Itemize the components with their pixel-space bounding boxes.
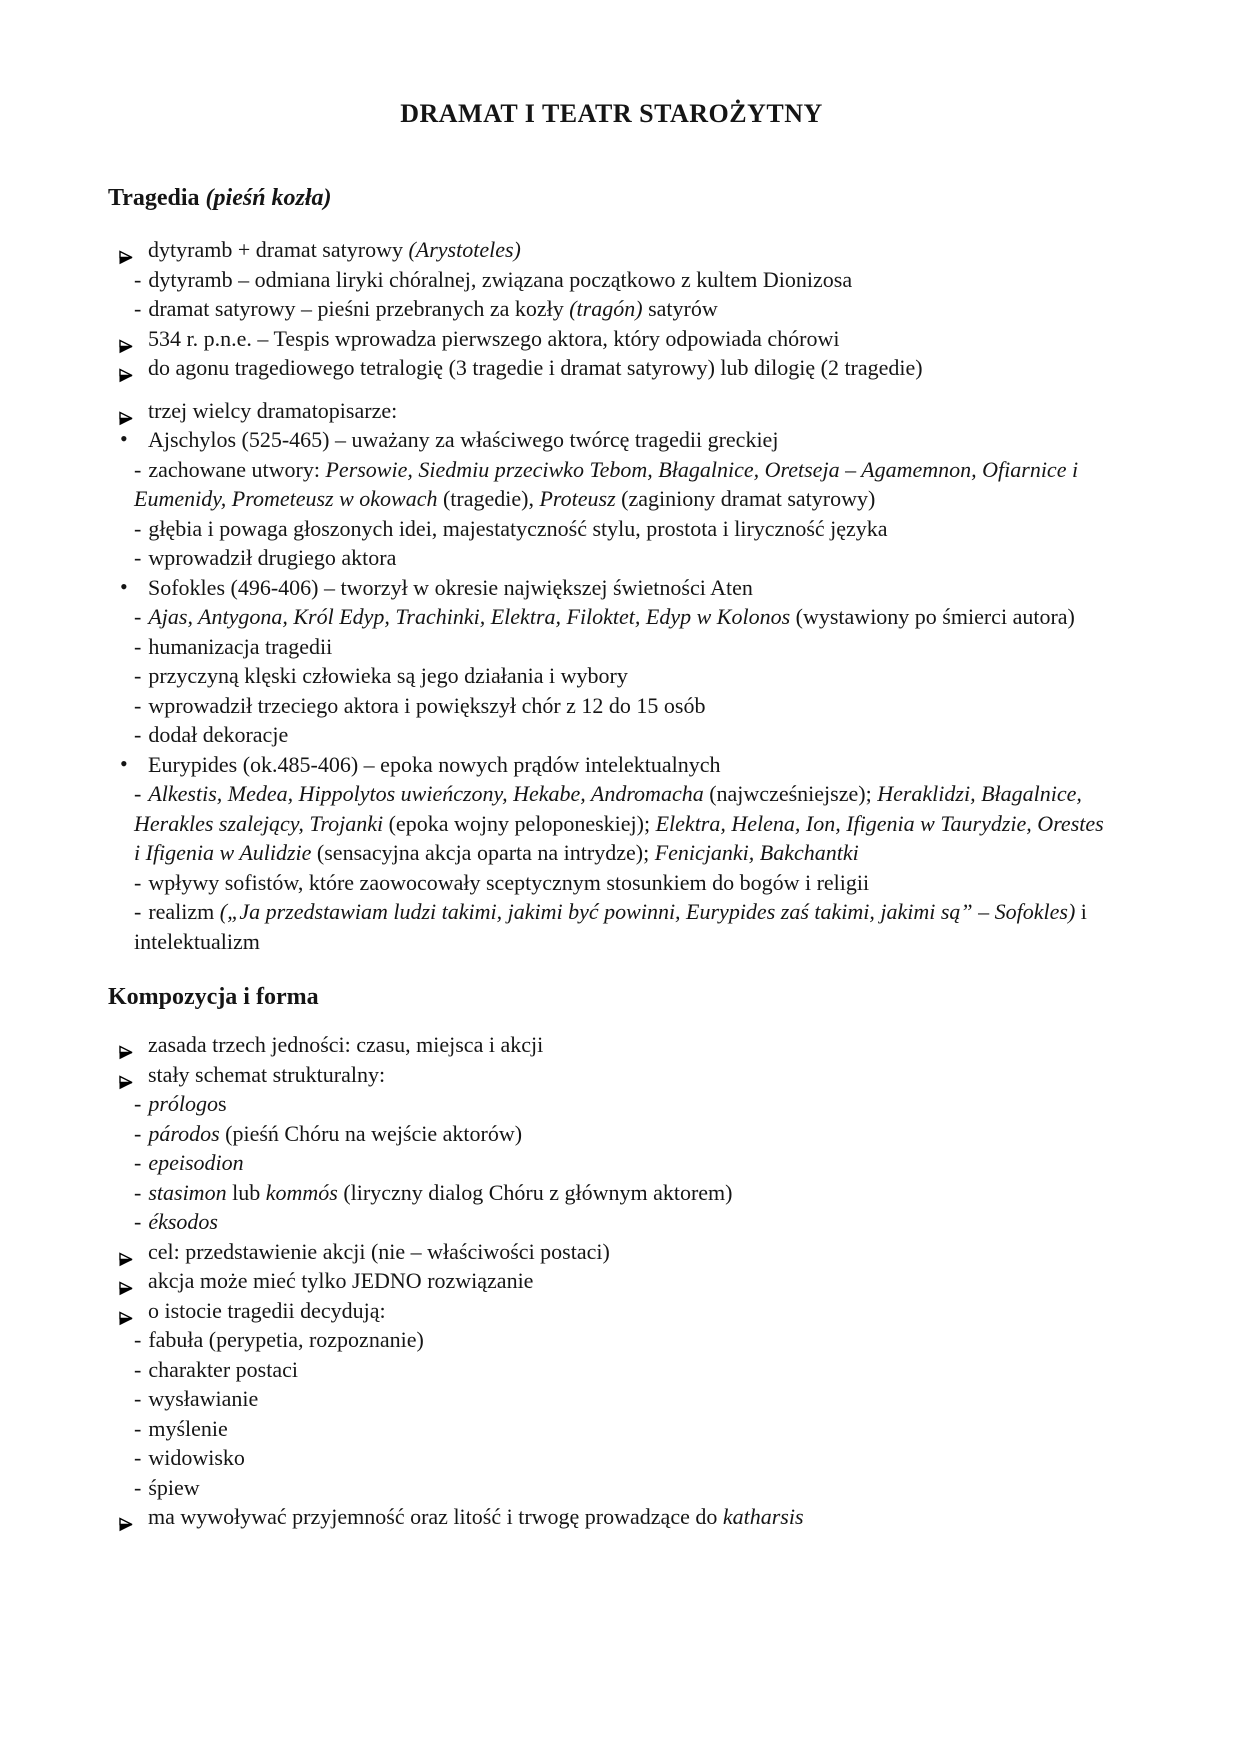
line-text: párodos (pieśń Chóru na wejście aktorów) — [148, 1120, 523, 1146]
arrow-list-item — [108, 324, 1115, 354]
line-text: wpływy sofistów, które zaowocowały sceptycznym stosunkiem do bogów i religii — [148, 869, 870, 895]
dash-list-item — [134, 868, 1115, 898]
arrow-bullet-icon — [118, 1245, 134, 1260]
dash-bullet-icon: - — [134, 1445, 142, 1470]
arrow-bullet-icon — [118, 1304, 134, 1319]
dot-bullet-icon: • — [120, 750, 128, 776]
dash-list-item — [134, 514, 1115, 544]
section-heading — [108, 183, 1115, 213]
dash-list-item — [134, 897, 1115, 956]
bullet-list-item — [108, 573, 1115, 603]
arrow-list-item — [108, 1030, 1115, 1060]
line-text: widowisko — [148, 1445, 245, 1470]
dash-list-item — [134, 265, 1115, 295]
arrow-bullet-icon — [118, 404, 134, 419]
arrow-bullet-icon — [118, 243, 134, 258]
line-text: przyczyną klęski człowieka są jego działania i wybory — [148, 663, 628, 688]
line-text: do agonu tragediowego tetralogię (3 tragedie i dramat satyrowy) lub dilogię (2 tragedie) — [148, 355, 923, 380]
line-text: realizm („Ja przedstawiam ludzi takimi, jakimi być powinni, Eurypides zaś takimi, jakimi są” – Sofokles) i intelektualizm — [134, 899, 1087, 954]
arrow-list-item — [108, 1502, 1115, 1532]
dash-bullet-icon: - — [134, 899, 142, 924]
dash-list-item — [134, 779, 1115, 868]
dash-bullet-icon: - — [134, 1179, 142, 1205]
section-heading — [108, 982, 1115, 1012]
arrow-bullet-icon — [118, 1038, 134, 1053]
arrow-bullet-icon — [118, 361, 134, 376]
dash-list-item — [134, 294, 1115, 324]
bullet-list-item — [108, 425, 1115, 455]
line-text: Ajschylos (525-465) – uważany za właściwego twórcę tragedii greckiej — [148, 427, 779, 452]
line-text: dramat satyrowy – pieśni przebranych za kozły (tragón) satyrów — [148, 296, 718, 321]
dash-bullet-icon: - — [134, 266, 142, 292]
line-text: humanizacja tragedii — [148, 633, 333, 659]
document-body — [108, 183, 1115, 1532]
arrow-list-item — [108, 1237, 1115, 1267]
line-text: wprowadził drugiego aktora — [148, 545, 397, 570]
dot-bullet-icon: • — [120, 573, 128, 599]
line-text: Alkestis, Medea, Hippolytos uwieńczony, Hekabe, Andromacha (najwcześniejsze); Heraklidzi, Błagalnice, Herakles szalejący, Trojanki (epoka wojny peloponeskiej); Elektra, Helena, Ion, Ifigenia w Taurydzie, Orestes i Ifigenia w Aulidzie (sensacyjna akcja oparta na intrydze); Fenicjanki, Bakchantki — [134, 781, 1104, 865]
arrow-list-item — [108, 235, 1115, 265]
dash-bullet-icon: - — [134, 869, 142, 895]
dash-bullet-icon: - — [134, 1386, 142, 1411]
dash-bullet-icon: - — [134, 296, 142, 321]
dash-list-item — [134, 661, 1115, 691]
line-text: zachowane utwory: Persowie, Siedmiu przeciwko Tebom, Błagalnice, Oretseja – Agamemnon, Ofiarnice i Eumenidy, Prometeusz w okowach (tragedie), Proteusz (zaginiony dramat satyrowy) — [134, 456, 1079, 511]
dash-list-item — [134, 1414, 1115, 1444]
dash-bullet-icon: - — [134, 1356, 142, 1382]
dash-list-item — [134, 720, 1115, 750]
line-text: o istocie tragedii decydują: — [148, 1297, 386, 1323]
line-text: wprowadził trzeciego aktora i powiększył chór z 12 do 15 osób — [148, 692, 706, 718]
dash-list-item — [134, 1089, 1115, 1119]
dash-bullet-icon: - — [134, 515, 142, 541]
dash-bullet-icon: - — [134, 1209, 142, 1234]
line-text: Eurypides (ok.485-406) – epoka nowych prądów intelektualnych — [148, 751, 721, 777]
dash-list-item — [134, 455, 1115, 514]
dash-bullet-icon: - — [134, 1120, 142, 1146]
line-text: Kompozycja i forma — [108, 984, 319, 1010]
line-text: głębia i powaga głoszonych idei, majestatyczność stylu, prostota i liryczność języka — [148, 515, 888, 541]
line-text: stały schemat strukturalny: — [148, 1061, 386, 1087]
line-text: ma wywoływać przyjemność oraz litość i trwogę prowadzące do katharsis — [148, 1504, 804, 1529]
dash-bullet-icon: - — [134, 1150, 142, 1175]
dash-list-item — [134, 632, 1115, 662]
line-text: myślenie — [148, 1415, 228, 1441]
line-text: 534 r. p.n.e. – Tespis wprowadza pierwszego aktora, który odpowiada chórowi — [148, 325, 840, 351]
arrow-list-item — [108, 1266, 1115, 1296]
dash-bullet-icon: - — [134, 604, 142, 629]
dash-bullet-icon: - — [134, 1327, 142, 1352]
dash-list-item — [134, 1473, 1115, 1503]
dash-list-item — [134, 691, 1115, 721]
line-text: stasimon lub kommós (liryczny dialog Chóru z głównym aktorem) — [148, 1179, 733, 1205]
line-text: dodał dekoracje — [148, 722, 289, 747]
dash-list-item — [134, 1148, 1115, 1178]
dash-bullet-icon: - — [134, 692, 142, 718]
line-text: wysławianie — [148, 1386, 259, 1411]
document-title: DRAMAT I TEATR STAROŻYTNY — [400, 99, 823, 128]
line-text: dytyramb – odmiana liryki chóralnej, związana początkowo z kultem Dionizosa — [148, 266, 853, 292]
arrow-bullet-icon — [118, 1274, 134, 1289]
dash-bullet-icon: - — [134, 663, 142, 688]
arrow-bullet-icon — [118, 332, 134, 347]
dash-bullet-icon: - — [134, 722, 142, 747]
line-text: śpiew — [148, 1474, 200, 1500]
arrow-bullet-icon — [118, 1510, 134, 1525]
arrow-list-item — [108, 353, 1115, 383]
line-text: akcja może mieć tylko JEDNO rozwiązanie — [148, 1268, 534, 1293]
dash-list-item — [134, 1207, 1115, 1237]
dash-bullet-icon: - — [134, 1474, 142, 1500]
line-text: Ajas, Antygona, Król Edyp, Trachinki, Elektra, Filoktet, Edyp w Kolonos (wystawiony po śmierci autora) — [148, 604, 1075, 629]
dash-list-item — [134, 1178, 1115, 1208]
line-text: charakter postaci — [148, 1356, 298, 1382]
line-text: Sofokles (496-406) – tworzył w okresie największej świetności Aten — [148, 574, 753, 600]
dash-bullet-icon: - — [134, 1091, 142, 1116]
dash-bullet-icon: - — [134, 1415, 142, 1441]
arrow-list-item — [108, 1296, 1115, 1326]
line-text: epeisodion — [148, 1150, 244, 1175]
dot-bullet-icon: • — [120, 426, 128, 451]
line-text: cel: przedstawienie akcji (nie – właściwości postaci) — [148, 1238, 610, 1264]
arrow-list-item — [108, 396, 1115, 426]
line-text: trzej wielcy dramatopisarze: — [148, 397, 398, 423]
line-text: éksodos — [148, 1209, 218, 1234]
line-text: dytyramb + dramat satyrowy (Arystoteles) — [148, 237, 521, 262]
dash-list-item — [134, 602, 1115, 632]
arrow-bullet-icon — [118, 1068, 134, 1083]
dash-list-item — [134, 543, 1115, 573]
dash-list-item — [134, 1384, 1115, 1414]
arrow-list-item — [108, 1060, 1115, 1090]
line-text: zasada trzech jedności: czasu, miejsca i akcji — [148, 1032, 544, 1057]
line-text: Tragedia (pieśń kozła) — [108, 185, 332, 211]
dash-list-item — [134, 1443, 1115, 1473]
line-text: fabuła (perypetia, rozpoznanie) — [148, 1327, 424, 1352]
dash-bullet-icon: - — [134, 545, 142, 570]
dash-list-item — [134, 1325, 1115, 1355]
dash-bullet-icon: - — [134, 781, 142, 806]
dash-bullet-icon: - — [134, 633, 142, 659]
bullet-list-item — [108, 750, 1115, 780]
dash-list-item — [134, 1355, 1115, 1385]
dash-bullet-icon: - — [134, 456, 142, 482]
dash-list-item — [134, 1119, 1115, 1149]
line-text: prólogos — [148, 1091, 227, 1116]
